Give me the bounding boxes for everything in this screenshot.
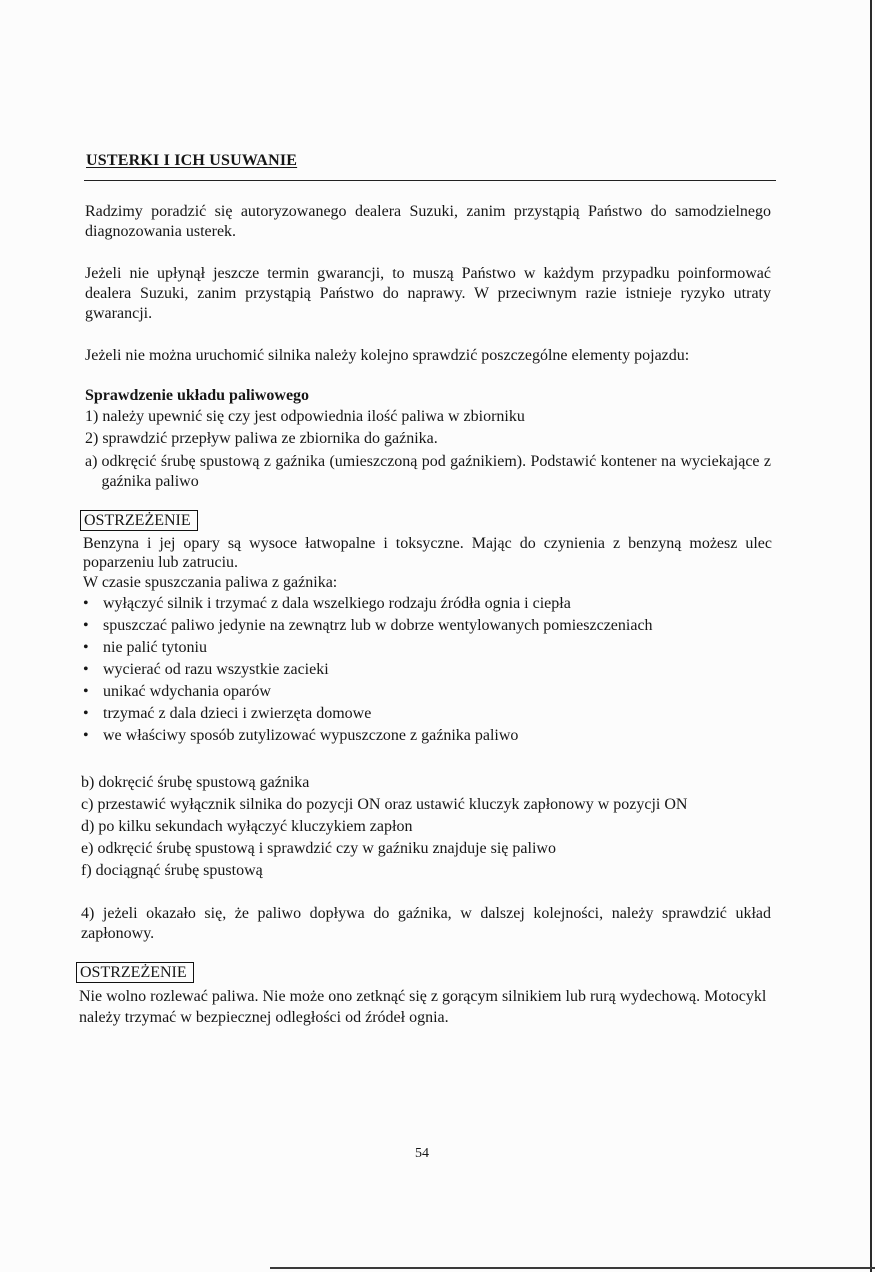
list-item-number: b) [81, 774, 95, 791]
list-item-text: sprawdzić przepływ paliwa ze zbiornika do gaźnika. [102, 430, 438, 447]
scan-edge-bottom [270, 1267, 875, 1269]
bullet-item [80, 659, 772, 681]
list-item [85, 428, 771, 450]
intro-paragraph-2: Jeżeli nie upłynął jeszcze termin gwarancji, to muszą Państwo w każdym przypadku poinformować dealera Suzuki, zanim przystąpią Państwo do naprawy. W przeciwnym razie istnieje ryzyko utraty gwarancji. [85, 265, 771, 322]
list-item-text: dociągnąć śrubę spustową [95, 862, 263, 879]
list-item-text: przestawić wyłącznik silnika do pozycji ON oraz ustawić kluczyk zapłonowy w pozycji ON [97, 796, 688, 813]
list-item [81, 860, 767, 882]
list-item [81, 838, 767, 860]
bullet-text: wyłączyć silnik i trzymać z dala wszelkiego rodzaju źródła ognia i ciepła [103, 595, 571, 612]
bullet-item [80, 725, 772, 747]
list-item-text: odkręcić śrubę spustową i sprawdzić czy w gaźniku znajduje się paliwo [97, 840, 556, 857]
list-item-number: 2) [85, 430, 99, 447]
list-item-number: f) [81, 862, 92, 879]
bullet-text: wycierać od razu wszystkie zacieki [103, 661, 329, 678]
bullet-item [80, 615, 772, 637]
step-4-paragraph: 4) jeżeli okazało się, że paliwo dopływa do gaźnika, w dalszej kolejności, należy sprawdzić układ zapłonowy. [81, 905, 771, 942]
warning-label-box: OSTRZEŻENIE [76, 962, 194, 983]
list-item-number: 1) [85, 408, 99, 425]
bullet-item [80, 637, 772, 659]
list-item-number: c) [81, 796, 94, 813]
list-item-number: a) [85, 453, 98, 470]
list-item-number: e) [81, 840, 94, 857]
title-rule [84, 180, 776, 181]
bullet-icon: • [83, 639, 89, 656]
bullet-text: we właściwy sposób zutylizować wypuszczone z gaźnika paliwo [103, 727, 519, 744]
bullet-icon: • [83, 727, 89, 744]
bullet-text: trzymać z dala dzieci i zwierzęta domowe [103, 705, 372, 722]
warning-section-1 [80, 510, 772, 747]
list-item [81, 816, 767, 838]
fuel-section-heading: Sprawdzenie układu paliwowego [85, 387, 310, 404]
page-title: USTERKI I ICH USUWANIE [86, 152, 298, 169]
bullet-icon: • [83, 661, 89, 678]
list-item-text: należy upewnić się czy jest odpowiednia ilość paliwa w zbiorniku [102, 408, 525, 425]
list-item-text: odkręcić śrubę spustową z gaźnika (umieszczoną pod gaźnikiem). Podstawić kontener na wyciekające z gaźnika paliwo [101, 453, 771, 490]
fuel-section [85, 386, 771, 492]
list-item [85, 406, 771, 428]
bullet-icon: • [83, 595, 89, 612]
list-item [81, 772, 767, 794]
bullet-text: unikać wdychania oparów [103, 683, 271, 700]
warning-text: Nie wolno rozlewać paliwa. Nie może ono zetknąć się z gorącym silnikiem lub rurą wydechową. Motocykl należy trzymać w bezpiecznej odległości od źródeł ognia. [79, 988, 767, 1026]
bullet-item [80, 703, 772, 725]
intro-paragraph-1: Radzimy poradzić się autoryzowanego dealera Suzuki, zanim przystąpią Państwo do samodzielnego diagnozowania usterek. [85, 203, 771, 240]
page-number: 54 [415, 1146, 429, 1161]
warning-label-box: OSTRZEŻENIE [80, 510, 198, 531]
warning-section-2 [76, 962, 776, 1028]
bullet-text: spuszczać paliwo jedynie na zewnątrz lub w dobrze wentylowanych pomieszczeniach [103, 617, 653, 634]
list-item-text: dokręcić śrubę spustową gaźnika [98, 774, 310, 791]
bullet-item [80, 593, 772, 615]
bullet-icon: • [83, 705, 89, 722]
list-item-text: po kilku sekundach wyłączyć kluczykiem zapłon [98, 818, 413, 835]
bullet-text: nie palić tytoniu [103, 639, 207, 656]
steps-list-2 [81, 772, 767, 882]
intro-paragraph-3: Jeżeli nie można uruchomić silnika należy kolejno sprawdzić poszczególne elementy pojazdu: [85, 347, 690, 364]
list-item [81, 794, 767, 816]
scan-edge-right [870, 0, 872, 1272]
bullet-icon: • [83, 617, 89, 634]
list-item [85, 452, 771, 492]
warning-text: Benzyna i jej opary są wysoce łatwopalne i toksyczne. Mając do czynienia z benzyną możesz ulec poparzeniu lub zatruciu. [83, 535, 772, 571]
bullet-icon: • [83, 683, 89, 700]
list-item-number: d) [81, 818, 95, 835]
bullet-item [80, 681, 772, 703]
warning-intro: W czasie spuszczania paliwa z gaźnika: [83, 574, 338, 591]
